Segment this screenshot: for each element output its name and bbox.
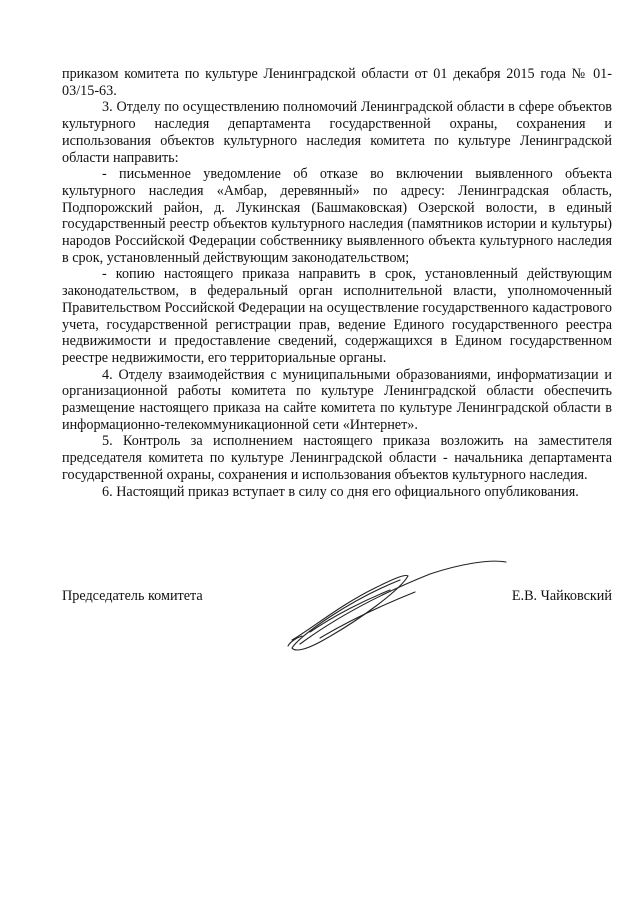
paragraph-notification: - письменное уведомление об отказе во включении выявленного объекта культурного наследия «Амбар, деревянный» по адресу: Ленинградская область, Подпорожский район, д. Лукинская (Башмаковская) Озерской волости, в единый государственный реестр объектов культурного наследия (памятников истории и культуры) народов Российской Федерации собственнику выявленного объекта культурного наследия в срок, установленный действующим законодательством; (62, 166, 612, 266)
paragraph-item-4: 4. Отделу взаимодействия с муниципальными образованиями, информатизации и организационной работы комитета по культуре Ленинградской области обеспечить размещение настоящего приказа на сайте комитета по культуре Ленинградской области в информационно-телекоммуникационной сети «Интернет». (62, 366, 612, 433)
paragraph-continuation: приказом комитета по культуре Ленинградской области от 01 декабря 2015 года № 01-03/15-63. (62, 66, 612, 99)
paragraph-item-3: 3. Отделу по осуществлению полномочий Ленинградской области в сфере объектов культурного наследия департамента государственной охраны, сохранения и использования объектов культурного наследия комитета по культуре Ленинградской области направить: (62, 99, 612, 166)
handwritten-signature (280, 560, 510, 655)
paragraph-copy: - копию настоящего приказа направить в срок, установленный действующим законодательством, в федеральный орган исполнительной власти, уполномоченный Правительством Российской Федерации на осуществление государственного кадастрового учета, государственной регистрации прав, ведение Единого государственного реестра недвижимости и предоставление сведений, содержащихся в Едином государственном реестре недвижимости, его территориальные органы. (62, 266, 612, 366)
paragraph-item-5: 5. Контроль за исполнением настоящего приказа возложить на заместителя председателя комитета по культуре Ленинградской области - начальника департамента государственной охраны, сохранения и использования объектов культурного наследия. (62, 433, 612, 483)
paragraph-item-6: 6. Настоящий приказ вступает в силу со дня его официального опубликования. (102, 483, 579, 500)
document-body (62, 66, 612, 500)
signatory-position: Председатель комитета (62, 588, 203, 604)
signatory-name: Е.В. Чайковский (511, 588, 612, 604)
